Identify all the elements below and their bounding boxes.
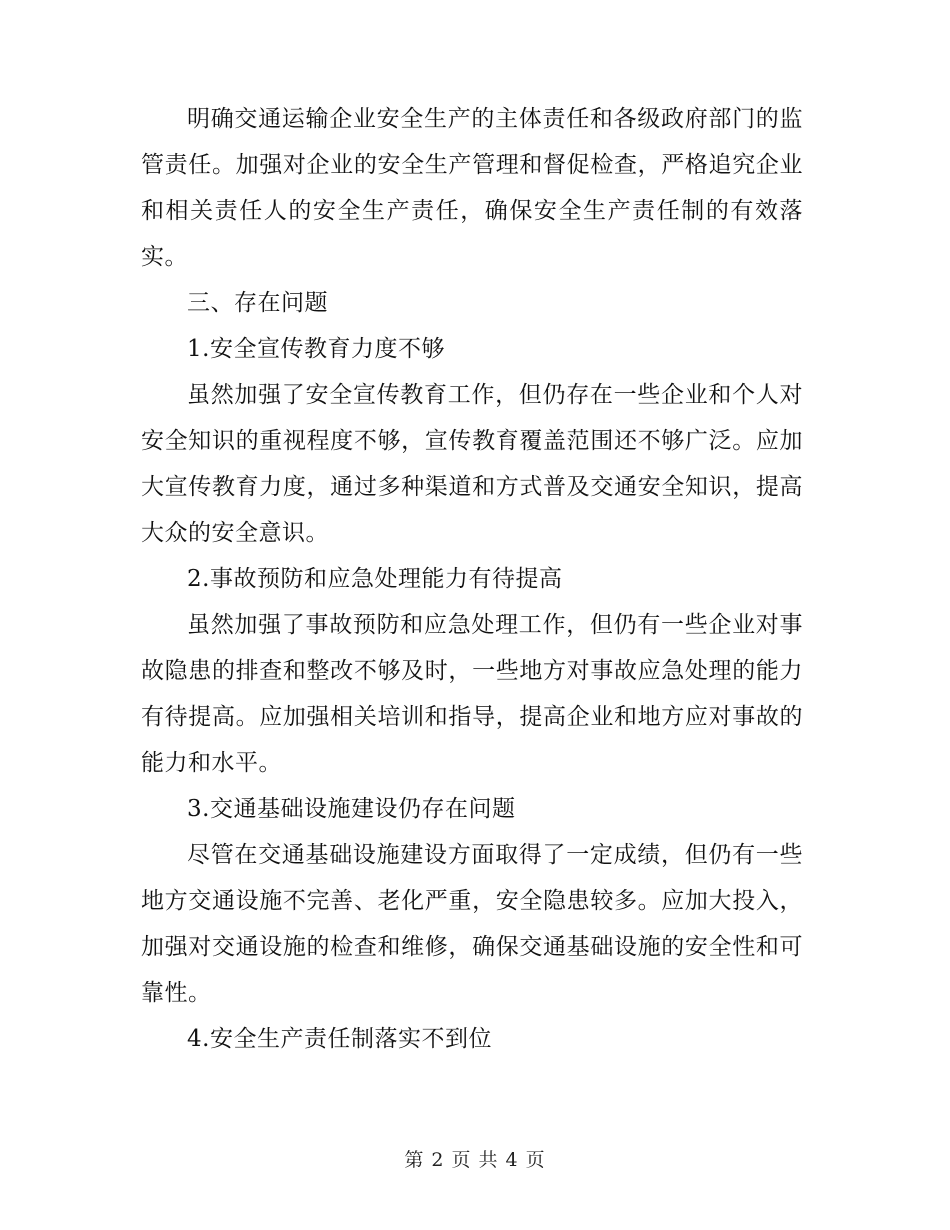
paragraph-1: 虽然加强了安全宣传教育工作，但仍存在一些企业和个人对安全知识的重视程度不够，宣传教育覆盖范围还不够广泛。应加大宣传教育力度，通过多种渠道和方式普及交通安全知识，提高大众的安全意识。: [141, 382, 803, 546]
subheading-2: 2.事故预防和应急处理能力有待提高: [187, 566, 563, 592]
paragraph-responsibility: 明确交通运输企业安全生产的主体责任和各级政府部门的监管责任。加强对企业的安全生产管理和督促检查，严格追究企业和相关责任人的安全生产责任，确保安全生产责任制的有效落实。: [141, 106, 803, 270]
section-heading-problems: 三、存在问题: [187, 290, 328, 316]
subheading-3: 3.交通基础设施建设仍存在问题: [187, 796, 516, 822]
paragraph-2: 虽然加强了事故预防和应急处理工作，但仍有一些企业对事故隐患的排查和整改不够及时，一些地方对事故应急处理的能力有待提高。应加强相关培训和指导，提高企业和地方应对事故的能力和水平。: [141, 612, 803, 776]
page-number-footer: 第 2 页 共 4 页: [404, 1149, 546, 1171]
subheading-4: 4.安全生产责任制落实不到位: [187, 1026, 492, 1052]
paragraph-3: 尽管在交通基础设施建设方面取得了一定成绩，但仍有一些地方交通设施不完善、老化严重，安全隐患较多。应加大投入，加强对交通设施的检查和维修，确保交通基础设施的安全性和可靠性。: [141, 842, 803, 1006]
document-body: [141, 96, 803, 1062]
subheading-1: 1.安全宣传教育力度不够: [187, 336, 445, 362]
